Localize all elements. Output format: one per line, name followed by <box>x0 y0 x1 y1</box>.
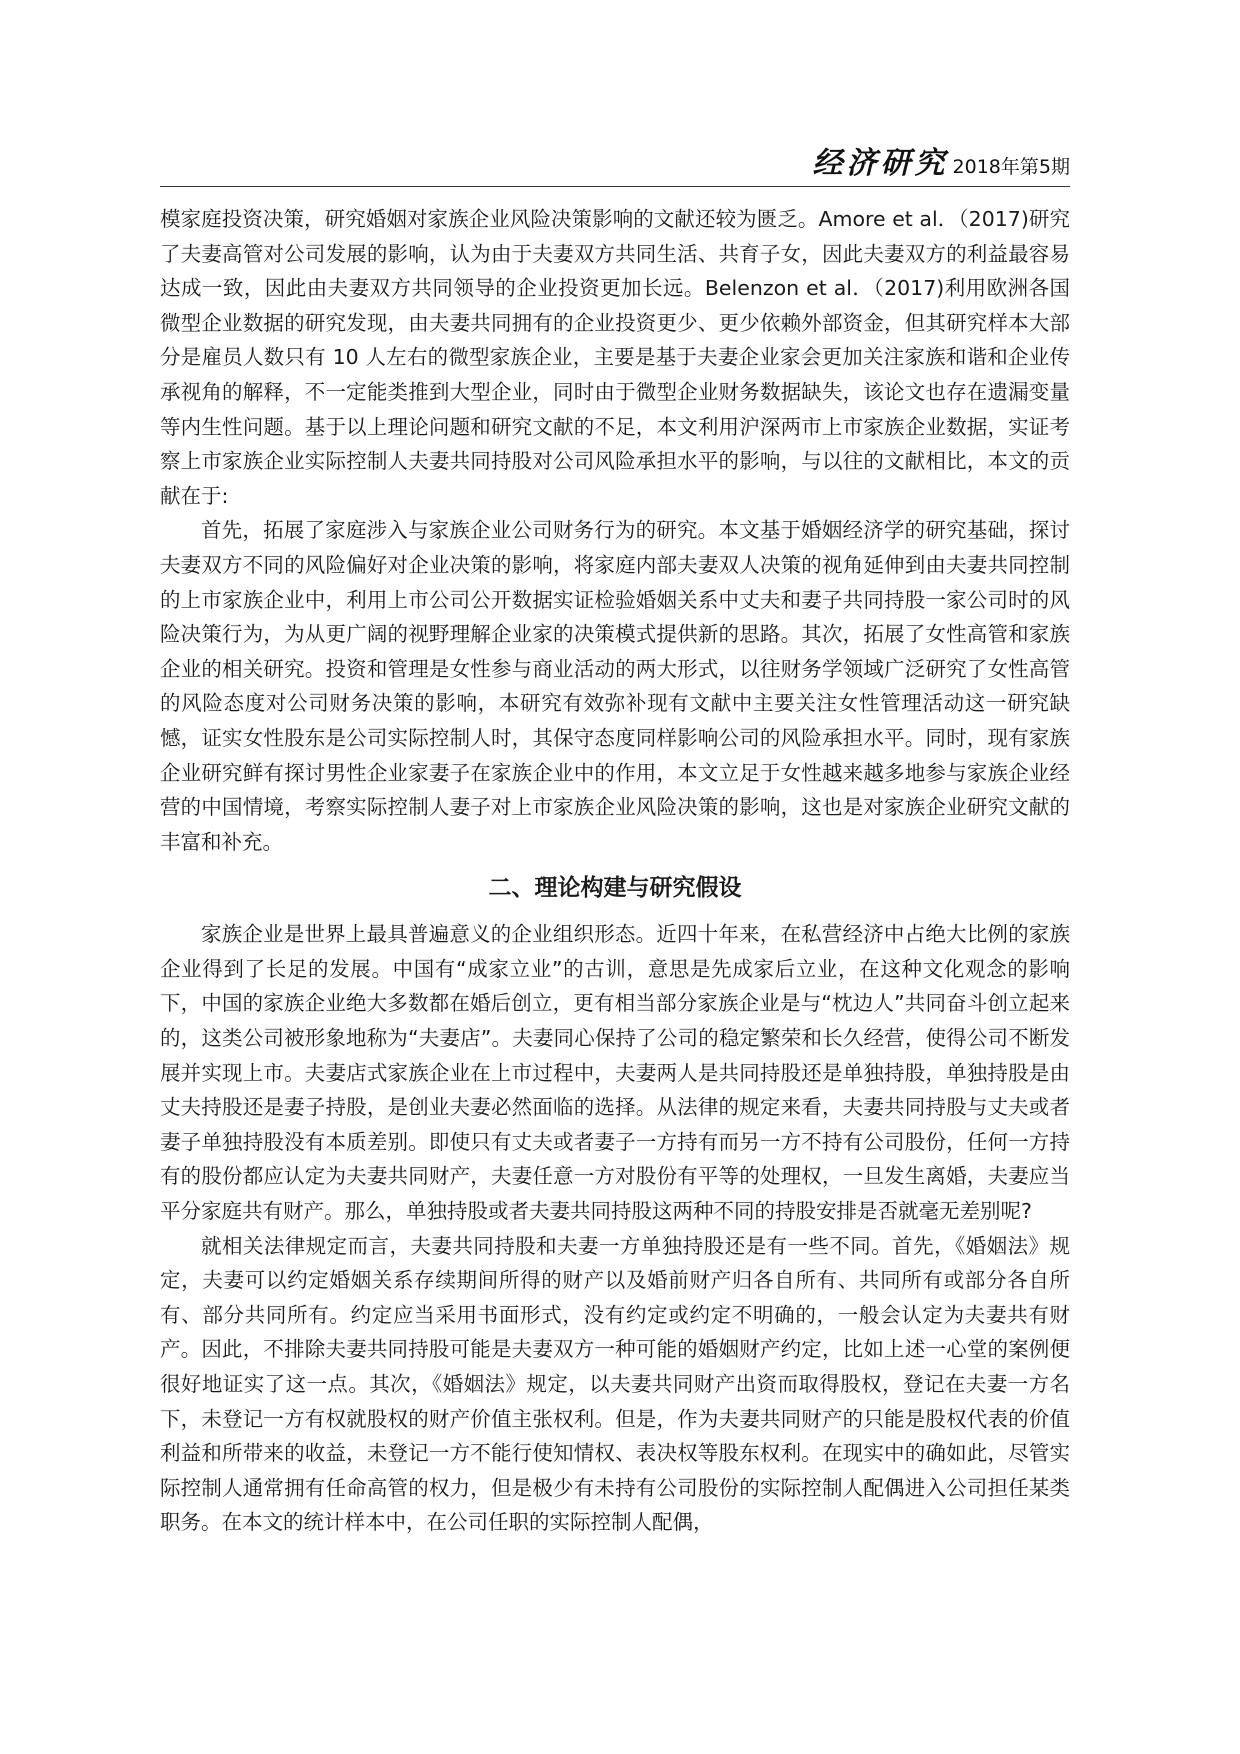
paragraph-1: 模家庭投资决策，研究婚姻对家族企业风险决策影响的文献还较为匮乏。Amore et al．（2017)研究了夫妻高管对公司发展的影响，认为由于夫妻双方共同生活、共育子女，因此夫妻双方的利益最容易达成一致，因此由夫妻双方共同领导的企业投资更加长远。Belenzon et al．（2017)利用欧洲各国微型企业数据的研究发现，由夫妻共同拥有的企业投资更少、更少依赖外部资金，但其研究样本大部分是雇员人数只有 10 人左右的微型家族企业，主要是基于夫妻企业家会更加关注家族和谐和企业传承视角的解释，不一定能类推到大型企业，同时由于微型企业财务数据缺失，该论文也存在遗漏变量等内生性问题。基于以上理论问题和研究文献的不足，本文利用沪深两市上市家族企业数据，实证考察上市家族企业实际控制人夫妻共同持股对公司风险承担水平的影响，与以往的文献相比，本文的贡献在于: <box>160 207 1070 508</box>
paragraph-4: 就相关法律规定而言，夫妻共同持股和夫妻一方单独持股还是有一些不同。首先，《婚姻法》规定，夫妻可以约定婚姻关系存续期间所得的财产以及婚前财产归各自所有、共同所有或部分各自所有、部分共同所有。约定应当采用书面形式，没有约定或约定不明确的，一般会认定为夫妻共有财产。因此，不排除夫妻共同持股可能是夫妻双方一种可能的婚姻财产约定，比如上述一心堂的案例便很好地证实了这一点。其次，《婚姻法》规定，以夫妻共同财产出资而取得股权，登记在夫妻一方名下，未登记一方有权就股权的财产价值主张权利。但是，作为夫妻共同财产的只能是股权代表的价值利益和所带来的收益，未登记一方不能行使知情权、表决权等股东权利。在现实中的确如此，尽管实际控制人通常拥有任命高管的权力，但是极少有未持有公司股份的实际控制人配偶进入公司担任某类职务。在本文的统计样本中，在公司任职的实际控制人配偶， <box>160 1233 1070 1535</box>
page-header <box>160 146 1070 187</box>
article-body <box>160 202 1070 1540</box>
journal-masthead <box>813 138 1070 182</box>
paragraph-3: 家族企业是世界上最具普遍意义的企业组织形态。近四十年来，在私营经济中占绝大比例的家族企业得到了长足的发展。中国有“成家立业”的古训，意思是先成家后立业，在这种文化观念的影响下，中国的家族企业绝大多数都在婚后创立，更有相当部分家族企业是与“枕边人”共同奋斗创立起来的，这类公司被形象地称为“夫妻店”。夫妻同心保持了公司的稳定繁荣和长久经营，使得公司不断发展并实现上市。夫妻店式家族企业在上市过程中，夫妻两人是共同持股还是单独持股，单独持股是由丈夫持股还是妻子持股，是创业夫妻必然面临的选择。从法律的规定来看，夫妻共同持股与丈夫或者妻子单独持股没有本质差别。即使只有丈夫或者妻子一方持有而另一方不持有公司股份，任何一方持有的股份都应认定为夫妻共同财产，夫妻任意一方对股份有平等的处理权，一旦发生离婚，夫妻应当平分家庭共有财产。那么，单独持股或者夫妻共同持股这两种不同的持股安排是否就毫无差别呢? <box>160 922 1070 1224</box>
paragraph-2: 首先，拓展了家庭涉入与家族企业公司财务行为的研究。本文基于婚姻经济学的研究基础，探讨夫妻双方不同的风险偏好对企业决策的影响，将家庭内部夫妻双人决策的视角延伸到由夫妻共同控制的上市家族企业中，利用上市公司公开数据实证检验婚姻关系中丈夫和妻子共同持股一家公司时的风险决策行为，为从更广阔的视野理解企业家的决策模式提供新的思路。其次，拓展了女性高管和家族企业的相关研究。投资和管理是女性参与商业活动的两大形式，以往财务学领域广泛研究了女性高管的风险态度对公司财务决策的影响，本研究有效弥补现有文献中主要关注女性管理活动这一研究缺憾，证实女性股东是公司实际控制人时，其保守态度同样影响公司的风险承担水平。同时，现有家族企业研究鲜有探讨男性企业家妻子在家族企业中的作用，本文立足于女性越来越多地参与家族企业经营的中国情境，考察实际控制人妻子对上市家族企业风险决策的影响，这也是对家族企业研究文献的丰富和补充。 <box>160 518 1070 854</box>
section-title: 二、理论构建与研究假设 <box>488 875 742 902</box>
journal-name: 经济研究 <box>812 146 949 181</box>
journal-issue: 2018年第5期 <box>952 156 1070 178</box>
